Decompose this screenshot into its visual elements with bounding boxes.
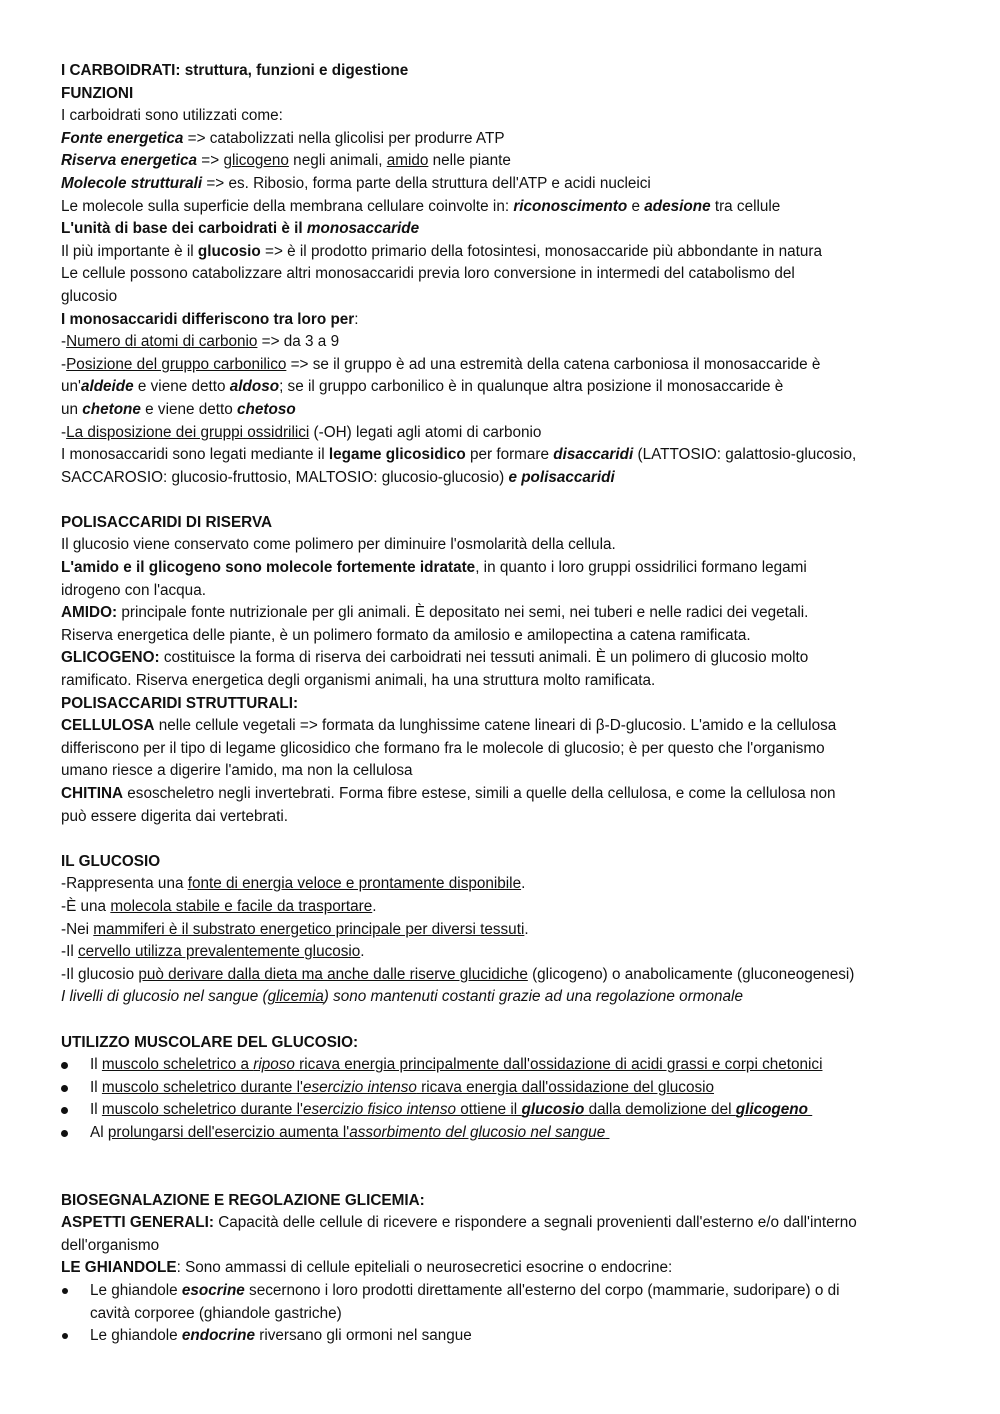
paragraph-line: Il più importante è il glucosio => è il prodotto primario della fotosintesi, monosaccaride più abbondante in natura [61, 242, 823, 260]
paragraph-line: GLICOGENO: costituisce la forma di riserva dei carboidrati nei tessuti animali. È un polimero di glucosio molto [61, 649, 809, 667]
list-item: Il muscolo scheletrico durante l'esercizio intenso ricava energia dall'ossidazione del glucosio [61, 1077, 941, 1100]
document-title: I CARBOIDRATI: struttura, funzioni e digestione [61, 62, 409, 79]
paragraph-line: I carboidrati sono utilizzati come: [61, 107, 283, 125]
section-heading-muscolare: UTILIZZO MUSCOLARE DEL GLUCOSIO: [61, 1033, 359, 1051]
bullet-icon [61, 1085, 68, 1092]
paragraph-line: Riserva energetica delle piante, è un polimero formato da amilosio e amilopectina a catena ramificata. [61, 626, 751, 644]
bullet-icon [61, 1062, 68, 1069]
paragraph-line: glucosio [61, 287, 118, 305]
paragraph-line: I monosaccaridi sono legati mediante il legame glicosidico per formare disaccaridi (LATTOSIO: galattosio-glucosio, [61, 446, 857, 464]
section-heading-unita: L'unità di base dei carboidrati è il monosaccaride [61, 220, 420, 238]
section-heading-strutturali: POLISACCARIDI STRUTTURALI: [61, 694, 299, 712]
paragraph-line: ASPETTI GENERALI: Capacità delle cellule di ricevere e rispondere a segnali provenienti dall'esterno e/o dall'interno [61, 1214, 857, 1232]
paragraph-line: L'amido e il glicogeno sono molecole fortemente idratate, in quanto i loro gruppi ossidrilici formano legami [61, 559, 807, 577]
bullet-icon [62, 1288, 68, 1294]
list-item: Il muscolo scheletrico durante l'esercizio fisico intenso ottiene il glucosio dalla demolizione del glicogeno [61, 1099, 941, 1122]
bullet-icon [61, 1107, 68, 1114]
paragraph-line: Riserva energetica => glicogeno negli animali, amido nelle piante [61, 152, 511, 170]
paragraph-line: Le molecole sulla superficie della membrana cellulare coinvolte in: riconoscimento e adesione tra cellule [61, 197, 781, 215]
term: Fonte energetica [61, 129, 184, 147]
bullet-icon [61, 1130, 68, 1137]
blank-line [61, 489, 941, 512]
paragraph-line: differiscono per il tipo di legame glicosidico che formano fra le molecole di glucosio; è per questo che l'organismo [61, 739, 825, 757]
paragraph-line: -Il glucosio può derivare dalla dieta ma anche dalle riserve glucidiche (glicogeno) o anabolicamente (gluconeogenesi) [61, 965, 855, 983]
list-item-continuation: cavità corporee (ghiandole gastriche) [90, 1304, 342, 1322]
paragraph-line: I monosaccaridi differiscono tra loro per: [61, 310, 359, 328]
paragraph-line: un chetone e viene detto chetoso [61, 400, 296, 418]
paragraph-line: -La disposizione dei gruppi ossidrilici (-OH) legati agli atomi di carbonio [61, 423, 542, 441]
paragraph-line: AMIDO: principale fonte nutrizionale per gli animali. È depositato nei semi, nei tuberi e nelle radici dei vegetali. [61, 604, 809, 622]
paragraph-line: SACCAROSIO: glucosio-fruttosio, MALTOSIO: glucosio-glucosio) e polisaccaridi [61, 468, 615, 486]
blank-line [61, 1145, 941, 1168]
paragraph-line: CELLULOSA nelle cellule vegetali => formata da lunghissime catene lineari di β-D-glucosio. L'amido e la cellulosa [61, 717, 837, 735]
term: Riserva energetica [61, 152, 198, 170]
paragraph-line: Molecole strutturali => es. Ribosio, forma parte della struttura dell'ATP e acidi nucleici [61, 174, 651, 192]
paragraph-line: -È una molecola stabile e facile da trasportare. [61, 897, 377, 915]
section-heading-funzioni: FUNZIONI [61, 84, 134, 102]
list-item: Le ghiandole endocrine riversano gli ormoni nel sangue [61, 1325, 941, 1348]
paragraph-line: un'aldeide e viene detto aldoso; se il gruppo carbonilico è in qualunque altra posizione il monosaccaride è [61, 378, 784, 396]
document-page [61, 60, 941, 1348]
bullet-icon [62, 1333, 68, 1339]
paragraph-line: dell'organismo [61, 1236, 160, 1254]
paragraph-line: -Numero di atomi di carbonio => da 3 a 9 [61, 333, 340, 351]
paragraph-line: Il glucosio viene conservato come polimero per diminuire l'osmolarità della cellula. [61, 536, 616, 554]
paragraph-line: idrogeno con l'acqua. [61, 581, 206, 599]
blank-line [61, 828, 941, 851]
paragraph-line: Le cellule possono catabolizzare altri monosaccaridi previa loro conversione in intermedi del catabolismo del [61, 265, 795, 283]
term: Molecole strutturali [61, 174, 203, 192]
section-heading-biosegnalazione: BIOSEGNALAZIONE E REGOLAZIONE GLICEMIA: [61, 1191, 425, 1209]
paragraph-line: -Posizione del gruppo carbonilico => se il gruppo è ad una estremità della catena carboniosa il monosaccaride è [61, 355, 821, 373]
paragraph-line: -Rappresenta una fonte di energia veloce e prontamente disponibile. [61, 875, 526, 893]
paragraph-line: LE GHIANDOLE: Sono ammassi di cellule epiteliali o neurosecretici esocrine o endocrine: [61, 1259, 673, 1277]
blank-line [61, 1167, 941, 1190]
list-item: Al prolungarsi dell'esercizio aumenta l'assorbimento del glucosio nel sangue [61, 1122, 941, 1145]
paragraph-line: umano riesce a digerire l'amido, ma non la cellulosa [61, 762, 413, 780]
paragraph-line: ramificato. Riserva energetica degli organismi animali, ha una struttura molto ramificata. [61, 672, 656, 690]
section-heading-glucosio: IL GLUCOSIO [61, 852, 161, 870]
paragraph-line: Fonte energetica => catabolizzati nella glicolisi per produrre ATP [61, 129, 505, 147]
blank-line [61, 1009, 941, 1032]
paragraph-line: CHITINA esoscheletro negli invertebrati. Forma fibre estese, simili a quelle della cellulosa, e come la cellulosa non [61, 785, 836, 802]
paragraph-line: I livelli di glucosio nel sangue (glicemia) sono mantenuti costanti grazie ad una regolazione ormonale [61, 988, 743, 1006]
list-item: Le ghiandole esocrine secernono i loro prodotti direttamente all'esterno del corpo (mammarie, sudoripare) o di [61, 1280, 941, 1303]
section-heading-riserva: POLISACCARIDI DI RISERVA [61, 513, 273, 531]
list-item: Il muscolo scheletrico a riposo ricava energia principalmente dall'ossidazione di acidi grassi e corpi chetonici [61, 1054, 941, 1077]
paragraph-line: -Il cervello utilizza prevalentemente glucosio. [61, 943, 365, 961]
paragraph-line: può essere digerita dai vertebrati. [61, 807, 289, 825]
paragraph-line: -Nei mammiferi è il substrato energetico principale per diversi tessuti. [61, 920, 529, 938]
